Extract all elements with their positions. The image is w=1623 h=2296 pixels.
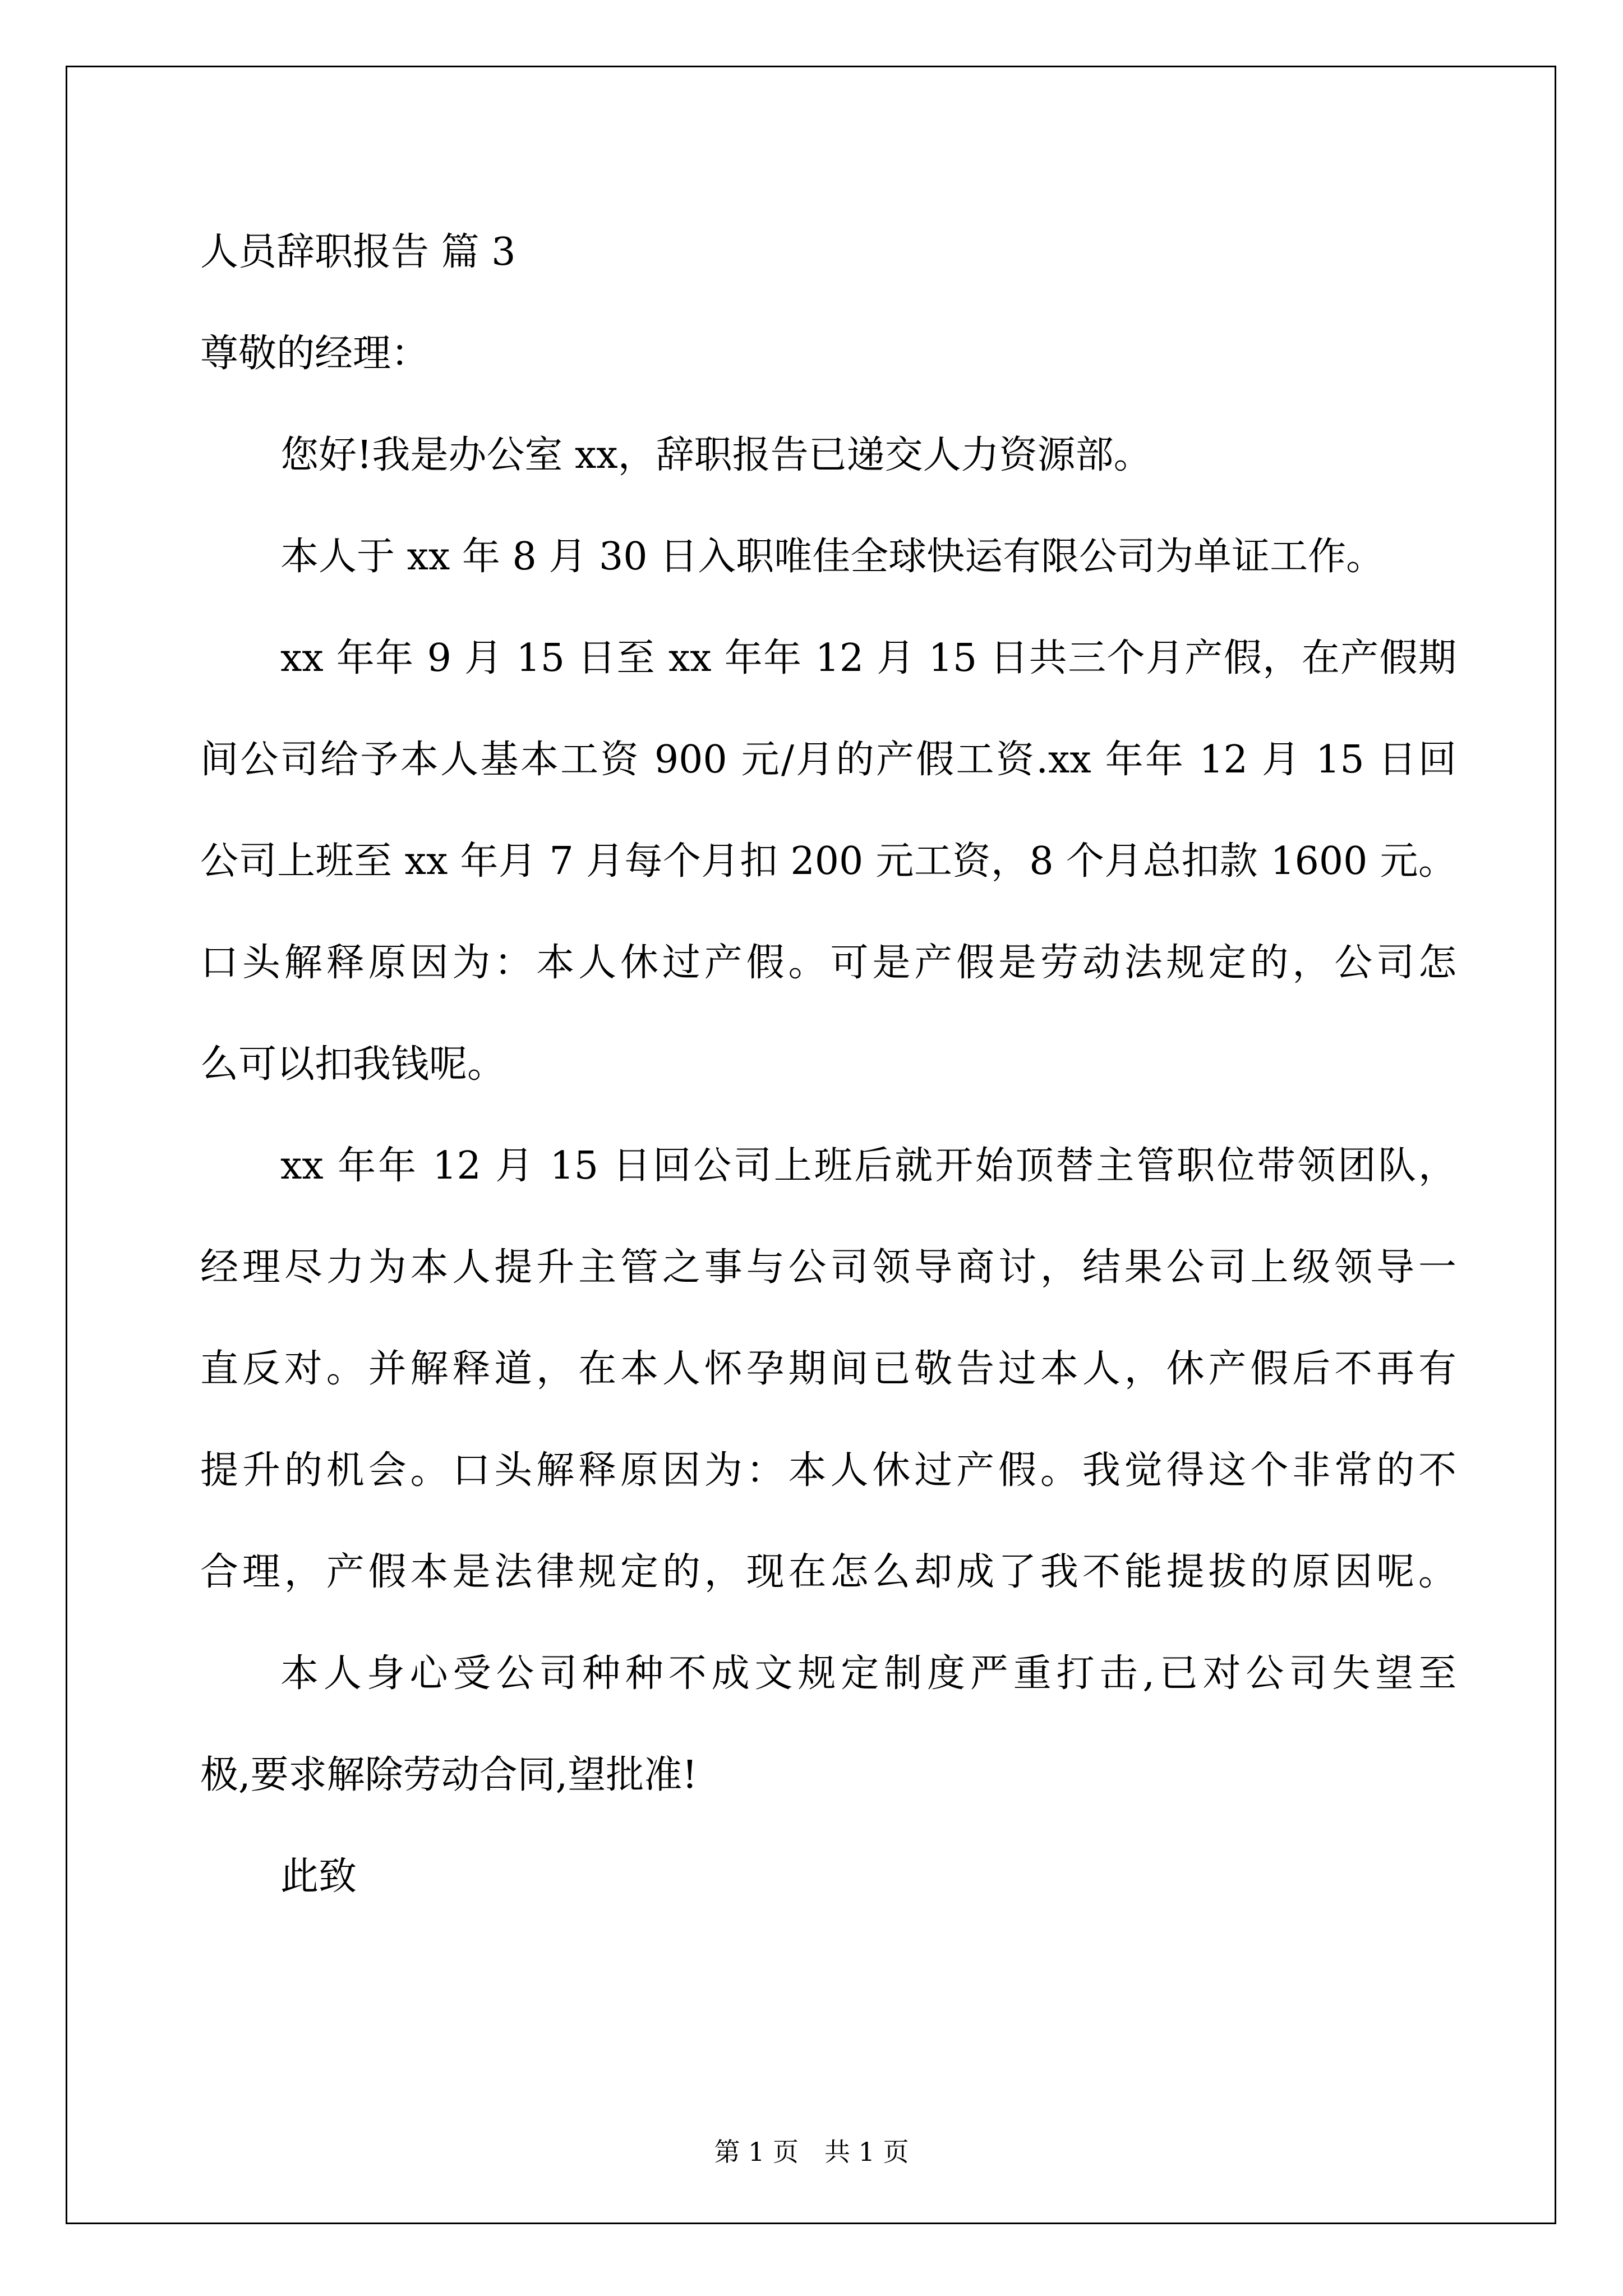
paragraph-line: 此致: [280, 1855, 357, 1899]
paragraph-line: xx 年年 9 月 15 日至 xx 年年 12 月 15 日共三个月产假，在产假期: [280, 636, 1456, 680]
paragraph-line: 间公司给予本人基本工资 900 元/月的产假工资.xx 年年 12 月 15 日回: [200, 738, 1456, 782]
paragraph-line: 本人身心受公司种种不成文规定制度严重打击,已对公司失望至: [280, 1651, 1456, 1696]
paragraph-line: 口头解释原因为：本人休过产假。可是产假是劳动法规定的，公司怎: [200, 941, 1456, 985]
paragraph-line: 合理，产假本是法律规定的，现在怎么却成了我不能提拔的原因呢。: [200, 1550, 1456, 1594]
paragraph-line: 直反对。并解释道，在本人怀孕期间已敬告过本人，休产假后不再有: [200, 1347, 1456, 1391]
paragraph-line: 公司上班至 xx 年月 7 月每个月扣 200 元工资，8 个月总扣款 1600 元。: [200, 839, 1456, 884]
paragraph-line: 提升的机会。口头解释原因为：本人休过产假。我觉得这个非常的不: [200, 1448, 1456, 1493]
paragraph-line: 极,要求解除劳动合同,望批准!: [200, 1753, 698, 1797]
document-body: [200, 224, 1456, 1950]
paragraph-line: 您好!我是办公室 xx，辞职报告已递交人力资源部。: [280, 433, 1152, 477]
paragraph-line: 么可以扣我钱呢。: [200, 1042, 506, 1087]
page-footer: 第 1 页 共 1 页: [714, 2137, 909, 2167]
document-title: 人员辞职报告 篇 3: [200, 230, 516, 274]
paragraph-line: xx 年年 12 月 15 日回公司上班后就开始顶替主管职位带领团队，: [280, 1144, 1456, 1188]
paragraph-line: 本人于 xx 年 8 月 30 日入职唯佳全球快运有限公司为单证工作。: [280, 535, 1385, 579]
salutation: 尊敬的经理：: [200, 332, 430, 376]
paragraph-line: 经理尽力为本人提升主管之事与公司领导商讨，结果公司上级领导一: [200, 1245, 1456, 1290]
